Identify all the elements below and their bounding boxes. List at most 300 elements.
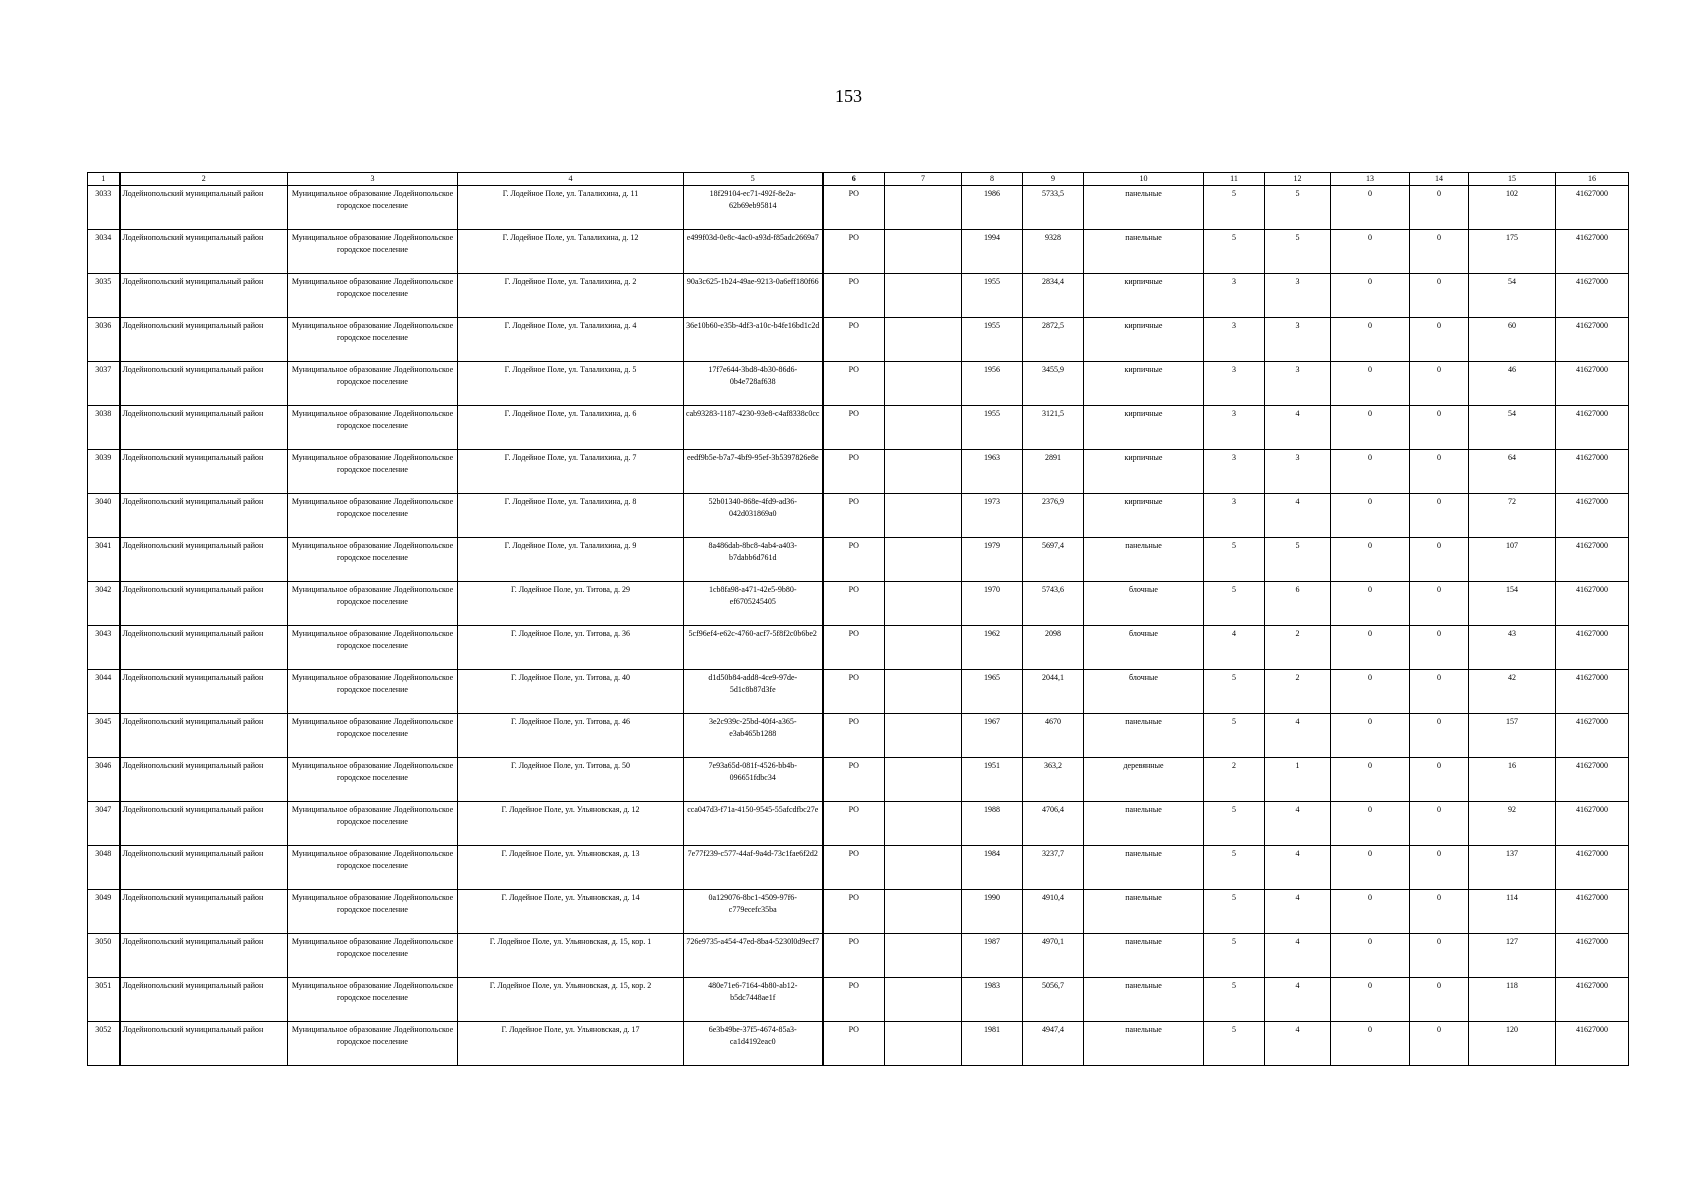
cell-year: 1955 bbox=[962, 318, 1023, 362]
column-header-6: 6 bbox=[823, 173, 885, 186]
table-row bbox=[88, 362, 1629, 406]
cell-district: Лодейнопольский муниципальный район bbox=[120, 670, 288, 714]
cell-area: 2872,5 bbox=[1023, 318, 1084, 362]
cell-floors-max: 5 bbox=[1204, 582, 1265, 626]
cell-col14: 0 bbox=[1410, 670, 1469, 714]
cell-floors-min: 2 bbox=[1265, 626, 1331, 670]
cell-address: Г. Лодейное Поле, ул. Талалихина, д. 9 bbox=[458, 538, 684, 582]
cell-col7 bbox=[885, 802, 962, 846]
cell-area: 2891 bbox=[1023, 450, 1084, 494]
cell-oktmo: 41627000 bbox=[1556, 802, 1629, 846]
cell-fias-guid: d1d50b84-add8-4ce9-97de-5d1c8b87d3fe bbox=[684, 670, 823, 714]
cell-wall-material: кирпичные bbox=[1084, 318, 1204, 362]
cell-apartments: 114 bbox=[1469, 890, 1556, 934]
cell-col13: 0 bbox=[1331, 450, 1410, 494]
cell-municipality: Муниципальное образование Лодейнопольское городское поселение bbox=[288, 186, 458, 230]
cell-floors-max: 5 bbox=[1204, 934, 1265, 978]
column-header-10: 10 bbox=[1084, 173, 1204, 186]
table-body bbox=[88, 186, 1629, 1066]
cell-apartments: 42 bbox=[1469, 670, 1556, 714]
cell-area: 363,2 bbox=[1023, 758, 1084, 802]
cell-wall-material: панельные bbox=[1084, 802, 1204, 846]
cell-row-number: 3046 bbox=[88, 758, 120, 802]
cell-fias-guid: 36e10b60-e35b-4df3-a10c-b4fe16bd1c2d bbox=[684, 318, 823, 362]
cell-apartments: 64 bbox=[1469, 450, 1556, 494]
cell-col14: 0 bbox=[1410, 890, 1469, 934]
cell-apartments: 107 bbox=[1469, 538, 1556, 582]
cell-type: РО bbox=[823, 802, 885, 846]
cell-district: Лодейнопольский муниципальный район bbox=[120, 406, 288, 450]
cell-fias-guid: 17f7e644-3bd8-4b30-86d6-0b4e728af638 bbox=[684, 362, 823, 406]
cell-type: РО bbox=[823, 274, 885, 318]
cell-municipality: Муниципальное образование Лодейнопольское городское поселение bbox=[288, 890, 458, 934]
cell-apartments: 118 bbox=[1469, 978, 1556, 1022]
cell-district: Лодейнопольский муниципальный район bbox=[120, 890, 288, 934]
cell-oktmo: 41627000 bbox=[1556, 846, 1629, 890]
cell-floors-min: 2 bbox=[1265, 670, 1331, 714]
cell-oktmo: 41627000 bbox=[1556, 978, 1629, 1022]
cell-year: 1981 bbox=[962, 1022, 1023, 1066]
cell-floors-max: 5 bbox=[1204, 890, 1265, 934]
table-row bbox=[88, 890, 1629, 934]
cell-col14: 0 bbox=[1410, 230, 1469, 274]
table-row bbox=[88, 538, 1629, 582]
cell-row-number: 3037 bbox=[88, 362, 120, 406]
cell-area: 4670 bbox=[1023, 714, 1084, 758]
cell-year: 1962 bbox=[962, 626, 1023, 670]
cell-col13: 0 bbox=[1331, 890, 1410, 934]
page-number: 153 bbox=[835, 86, 862, 106]
cell-col13: 0 bbox=[1331, 802, 1410, 846]
cell-apartments: 157 bbox=[1469, 714, 1556, 758]
table-row bbox=[88, 846, 1629, 890]
cell-col14: 0 bbox=[1410, 450, 1469, 494]
cell-floors-min: 5 bbox=[1265, 538, 1331, 582]
cell-district: Лодейнопольский муниципальный район bbox=[120, 978, 288, 1022]
table-row bbox=[88, 186, 1629, 230]
table-row bbox=[88, 626, 1629, 670]
cell-wall-material: блочные bbox=[1084, 626, 1204, 670]
table-row bbox=[88, 934, 1629, 978]
cell-floors-max: 5 bbox=[1204, 230, 1265, 274]
cell-fias-guid: 1cb8fa98-a471-42e5-9b80-ef6705245405 bbox=[684, 582, 823, 626]
cell-floors-max: 5 bbox=[1204, 846, 1265, 890]
cell-col7 bbox=[885, 494, 962, 538]
cell-col13: 0 bbox=[1331, 538, 1410, 582]
cell-year: 1955 bbox=[962, 406, 1023, 450]
cell-year: 1956 bbox=[962, 362, 1023, 406]
cell-municipality: Муниципальное образование Лодейнопольское городское поселение bbox=[288, 494, 458, 538]
table-row bbox=[88, 494, 1629, 538]
cell-district: Лодейнопольский муниципальный район bbox=[120, 714, 288, 758]
cell-oktmo: 41627000 bbox=[1556, 450, 1629, 494]
cell-district: Лодейнопольский муниципальный район bbox=[120, 274, 288, 318]
cell-floors-max: 3 bbox=[1204, 362, 1265, 406]
header-row bbox=[88, 173, 1629, 186]
cell-municipality: Муниципальное образование Лодейнопольское городское поселение bbox=[288, 538, 458, 582]
table-row bbox=[88, 406, 1629, 450]
cell-district: Лодейнопольский муниципальный район bbox=[120, 186, 288, 230]
cell-year: 1983 bbox=[962, 978, 1023, 1022]
cell-year: 1984 bbox=[962, 846, 1023, 890]
cell-fias-guid: 3e2c939c-25bd-40f4-a365-e3ab465b1288 bbox=[684, 714, 823, 758]
cell-floors-max: 3 bbox=[1204, 406, 1265, 450]
cell-col14: 0 bbox=[1410, 406, 1469, 450]
cell-type: РО bbox=[823, 670, 885, 714]
cell-row-number: 3033 bbox=[88, 186, 120, 230]
cell-floors-max: 5 bbox=[1204, 538, 1265, 582]
cell-address: Г. Лодейное Поле, ул. Талалихина, д. 4 bbox=[458, 318, 684, 362]
cell-year: 1973 bbox=[962, 494, 1023, 538]
cell-oktmo: 41627000 bbox=[1556, 274, 1629, 318]
cell-type: РО bbox=[823, 582, 885, 626]
cell-fias-guid: 52b01340-868e-4fd9-ad36-042d031869a0 bbox=[684, 494, 823, 538]
cell-municipality: Муниципальное образование Лодейнопольское городское поселение bbox=[288, 934, 458, 978]
cell-year: 1963 bbox=[962, 450, 1023, 494]
cell-wall-material: панельные bbox=[1084, 846, 1204, 890]
cell-apartments: 102 bbox=[1469, 186, 1556, 230]
cell-apartments: 60 bbox=[1469, 318, 1556, 362]
cell-municipality: Муниципальное образование Лодейнопольское городское поселение bbox=[288, 626, 458, 670]
cell-oktmo: 41627000 bbox=[1556, 1022, 1629, 1066]
cell-row-number: 3051 bbox=[88, 978, 120, 1022]
cell-col7 bbox=[885, 1022, 962, 1066]
cell-fias-guid: 90a3c625-1b24-49ae-9213-0a6eff180f66 bbox=[684, 274, 823, 318]
cell-col13: 0 bbox=[1331, 1022, 1410, 1066]
cell-address: Г. Лодейное Поле, ул. Ульяновская, д. 13 bbox=[458, 846, 684, 890]
cell-municipality: Муниципальное образование Лодейнопольское городское поселение bbox=[288, 318, 458, 362]
cell-col13: 0 bbox=[1331, 318, 1410, 362]
cell-wall-material: кирпичные bbox=[1084, 494, 1204, 538]
column-header-3: 3 bbox=[288, 173, 458, 186]
cell-col14: 0 bbox=[1410, 362, 1469, 406]
cell-row-number: 3042 bbox=[88, 582, 120, 626]
cell-row-number: 3050 bbox=[88, 934, 120, 978]
cell-type: РО bbox=[823, 714, 885, 758]
cell-floors-min: 4 bbox=[1265, 890, 1331, 934]
cell-area: 4970,1 bbox=[1023, 934, 1084, 978]
column-header-7: 7 bbox=[885, 173, 962, 186]
column-header-5: 5 bbox=[684, 173, 823, 186]
cell-year: 1965 bbox=[962, 670, 1023, 714]
cell-floors-max: 3 bbox=[1204, 450, 1265, 494]
table-header bbox=[88, 173, 1629, 186]
table-row bbox=[88, 318, 1629, 362]
cell-wall-material: панельные bbox=[1084, 934, 1204, 978]
cell-col7 bbox=[885, 538, 962, 582]
cell-col7 bbox=[885, 186, 962, 230]
cell-floors-max: 5 bbox=[1204, 714, 1265, 758]
cell-address: Г. Лодейное Поле, ул. Титова, д. 46 bbox=[458, 714, 684, 758]
cell-year: 1979 bbox=[962, 538, 1023, 582]
cell-oktmo: 41627000 bbox=[1556, 934, 1629, 978]
cell-col14: 0 bbox=[1410, 978, 1469, 1022]
cell-address: Г. Лодейное Поле, ул. Талалихина, д. 5 bbox=[458, 362, 684, 406]
cell-fias-guid: 18f29104-ec71-492f-8e2a-62b69eb95814 bbox=[684, 186, 823, 230]
table-row bbox=[88, 714, 1629, 758]
cell-wall-material: панельные bbox=[1084, 714, 1204, 758]
cell-col7 bbox=[885, 230, 962, 274]
cell-district: Лодейнопольский муниципальный район bbox=[120, 318, 288, 362]
cell-fias-guid: 480e71e6-7164-4b80-ab12-b5dc7448ae1f bbox=[684, 978, 823, 1022]
cell-col13: 0 bbox=[1331, 582, 1410, 626]
cell-district: Лодейнопольский муниципальный район bbox=[120, 802, 288, 846]
cell-apartments: 46 bbox=[1469, 362, 1556, 406]
cell-col14: 0 bbox=[1410, 538, 1469, 582]
cell-col14: 0 bbox=[1410, 802, 1469, 846]
cell-floors-min: 3 bbox=[1265, 362, 1331, 406]
cell-municipality: Муниципальное образование Лодейнопольское городское поселение bbox=[288, 846, 458, 890]
cell-apartments: 16 bbox=[1469, 758, 1556, 802]
cell-row-number: 3040 bbox=[88, 494, 120, 538]
cell-address: Г. Лодейное Поле, ул. Титова, д. 50 bbox=[458, 758, 684, 802]
cell-fias-guid: cca047d3-f71a-4150-9545-55afcdfbc27e bbox=[684, 802, 823, 846]
cell-oktmo: 41627000 bbox=[1556, 670, 1629, 714]
cell-type: РО bbox=[823, 406, 885, 450]
cell-floors-max: 5 bbox=[1204, 186, 1265, 230]
cell-apartments: 43 bbox=[1469, 626, 1556, 670]
cell-apartments: 137 bbox=[1469, 846, 1556, 890]
cell-oktmo: 41627000 bbox=[1556, 758, 1629, 802]
cell-address: Г. Лодейное Поле, ул. Ульяновская, д. 12 bbox=[458, 802, 684, 846]
cell-col14: 0 bbox=[1410, 274, 1469, 318]
table-row bbox=[88, 802, 1629, 846]
cell-oktmo: 41627000 bbox=[1556, 230, 1629, 274]
cell-municipality: Муниципальное образование Лодейнопольское городское поселение bbox=[288, 714, 458, 758]
cell-floors-min: 6 bbox=[1265, 582, 1331, 626]
cell-municipality: Муниципальное образование Лодейнопольское городское поселение bbox=[288, 758, 458, 802]
cell-district: Лодейнопольский муниципальный район bbox=[120, 538, 288, 582]
cell-row-number: 3049 bbox=[88, 890, 120, 934]
cell-year: 1987 bbox=[962, 934, 1023, 978]
cell-col13: 0 bbox=[1331, 406, 1410, 450]
cell-type: РО bbox=[823, 318, 885, 362]
cell-oktmo: 41627000 bbox=[1556, 406, 1629, 450]
cell-municipality: Муниципальное образование Лодейнопольское городское поселение bbox=[288, 362, 458, 406]
cell-district: Лодейнопольский муниципальный район bbox=[120, 230, 288, 274]
cell-floors-max: 3 bbox=[1204, 274, 1265, 318]
cell-area: 2044,1 bbox=[1023, 670, 1084, 714]
cell-oktmo: 41627000 bbox=[1556, 582, 1629, 626]
cell-area: 4947,4 bbox=[1023, 1022, 1084, 1066]
cell-floors-min: 5 bbox=[1265, 230, 1331, 274]
cell-col7 bbox=[885, 758, 962, 802]
cell-district: Лодейнопольский муниципальный район bbox=[120, 846, 288, 890]
cell-year: 1994 bbox=[962, 230, 1023, 274]
cell-district: Лодейнопольский муниципальный район bbox=[120, 1022, 288, 1066]
cell-wall-material: деревянные bbox=[1084, 758, 1204, 802]
cell-col7 bbox=[885, 846, 962, 890]
cell-row-number: 3036 bbox=[88, 318, 120, 362]
cell-col13: 0 bbox=[1331, 274, 1410, 318]
cell-fias-guid: cab93283-1187-4230-93e8-c4af8338c0cc bbox=[684, 406, 823, 450]
cell-col14: 0 bbox=[1410, 1022, 1469, 1066]
cell-district: Лодейнопольский муниципальный район bbox=[120, 582, 288, 626]
cell-col7 bbox=[885, 934, 962, 978]
cell-apartments: 92 bbox=[1469, 802, 1556, 846]
cell-col7 bbox=[885, 890, 962, 934]
cell-row-number: 3044 bbox=[88, 670, 120, 714]
cell-fias-guid: 6e3b49be-37f5-4674-85a3-ca1d4192eac0 bbox=[684, 1022, 823, 1066]
cell-fias-guid: 7e77f239-c577-44af-9a4d-73c1fae6f2d2 bbox=[684, 846, 823, 890]
cell-col13: 0 bbox=[1331, 978, 1410, 1022]
cell-area: 2098 bbox=[1023, 626, 1084, 670]
cell-floors-min: 3 bbox=[1265, 450, 1331, 494]
cell-address: Г. Лодейное Поле, ул. Талалихина, д. 6 bbox=[458, 406, 684, 450]
cell-apartments: 154 bbox=[1469, 582, 1556, 626]
cell-wall-material: блочные bbox=[1084, 670, 1204, 714]
cell-col13: 0 bbox=[1331, 494, 1410, 538]
cell-type: РО bbox=[823, 494, 885, 538]
cell-area: 4706,4 bbox=[1023, 802, 1084, 846]
cell-address: Г. Лодейное Поле, ул. Ульяновская, д. 15, кор. 1 bbox=[458, 934, 684, 978]
cell-apartments: 175 bbox=[1469, 230, 1556, 274]
cell-fias-guid: 0a129076-8bc1-4509-97f6-c779ecefc35ba bbox=[684, 890, 823, 934]
cell-col14: 0 bbox=[1410, 758, 1469, 802]
cell-oktmo: 41627000 bbox=[1556, 538, 1629, 582]
table-row bbox=[88, 274, 1629, 318]
column-header-1: 1 bbox=[88, 173, 120, 186]
cell-floors-min: 4 bbox=[1265, 802, 1331, 846]
cell-col7 bbox=[885, 670, 962, 714]
cell-floors-max: 3 bbox=[1204, 318, 1265, 362]
cell-row-number: 3045 bbox=[88, 714, 120, 758]
cell-floors-max: 5 bbox=[1204, 802, 1265, 846]
cell-col13: 0 bbox=[1331, 670, 1410, 714]
cell-row-number: 3048 bbox=[88, 846, 120, 890]
cell-floors-min: 4 bbox=[1265, 406, 1331, 450]
cell-oktmo: 41627000 bbox=[1556, 626, 1629, 670]
column-header-8: 8 bbox=[962, 173, 1023, 186]
cell-area: 5056,7 bbox=[1023, 978, 1084, 1022]
cell-row-number: 3041 bbox=[88, 538, 120, 582]
cell-apartments: 120 bbox=[1469, 1022, 1556, 1066]
cell-address: Г. Лодейное Поле, ул. Ульяновская, д. 17 bbox=[458, 1022, 684, 1066]
cell-col14: 0 bbox=[1410, 626, 1469, 670]
cell-municipality: Муниципальное образование Лодейнопольское городское поселение bbox=[288, 978, 458, 1022]
cell-area: 5733,5 bbox=[1023, 186, 1084, 230]
table-row bbox=[88, 670, 1629, 714]
cell-address: Г. Лодейное Поле, ул. Титова, д. 36 bbox=[458, 626, 684, 670]
cell-wall-material: панельные bbox=[1084, 230, 1204, 274]
cell-year: 1967 bbox=[962, 714, 1023, 758]
cell-floors-max: 2 bbox=[1204, 758, 1265, 802]
cell-year: 1986 bbox=[962, 186, 1023, 230]
cell-col7 bbox=[885, 274, 962, 318]
cell-row-number: 3038 bbox=[88, 406, 120, 450]
cell-type: РО bbox=[823, 230, 885, 274]
cell-col13: 0 bbox=[1331, 362, 1410, 406]
cell-type: РО bbox=[823, 890, 885, 934]
cell-type: РО bbox=[823, 186, 885, 230]
column-header-15: 15 bbox=[1469, 173, 1556, 186]
cell-col14: 0 bbox=[1410, 934, 1469, 978]
cell-municipality: Муниципальное образование Лодейнопольское городское поселение bbox=[288, 670, 458, 714]
cell-address: Г. Лодейное Поле, ул. Талалихина, д. 8 bbox=[458, 494, 684, 538]
cell-type: РО bbox=[823, 450, 885, 494]
cell-col13: 0 bbox=[1331, 230, 1410, 274]
cell-year: 1988 bbox=[962, 802, 1023, 846]
table-row bbox=[88, 758, 1629, 802]
cell-wall-material: кирпичные bbox=[1084, 274, 1204, 318]
cell-floors-min: 4 bbox=[1265, 934, 1331, 978]
cell-col14: 0 bbox=[1410, 494, 1469, 538]
table-row bbox=[88, 1022, 1629, 1066]
cell-address: Г. Лодейное Поле, ул. Талалихина, д. 11 bbox=[458, 186, 684, 230]
cell-floors-min: 4 bbox=[1265, 714, 1331, 758]
cell-oktmo: 41627000 bbox=[1556, 494, 1629, 538]
cell-fias-guid: 726e9735-a454-47ed-8ba4-5230l0d9ecf7 bbox=[684, 934, 823, 978]
cell-floors-min: 4 bbox=[1265, 1022, 1331, 1066]
cell-oktmo: 41627000 bbox=[1556, 186, 1629, 230]
column-header-9: 9 bbox=[1023, 173, 1084, 186]
cell-col14: 0 bbox=[1410, 186, 1469, 230]
cell-year: 1990 bbox=[962, 890, 1023, 934]
cell-col14: 0 bbox=[1410, 318, 1469, 362]
cell-address: Г. Лодейное Поле, ул. Талалихина, д. 7 bbox=[458, 450, 684, 494]
table-row bbox=[88, 582, 1629, 626]
cell-fias-guid: eedf9b5e-b7a7-4bf9-95ef-3b5397826e8e bbox=[684, 450, 823, 494]
table-row bbox=[88, 978, 1629, 1022]
cell-area: 4910,4 bbox=[1023, 890, 1084, 934]
cell-col7 bbox=[885, 978, 962, 1022]
cell-fias-guid: e499f03d-0e8c-4ac0-a93d-f85adc2669a7 bbox=[684, 230, 823, 274]
cell-type: РО bbox=[823, 846, 885, 890]
cell-row-number: 3034 bbox=[88, 230, 120, 274]
cell-municipality: Муниципальное образование Лодейнопольское городское поселение bbox=[288, 1022, 458, 1066]
cell-col7 bbox=[885, 362, 962, 406]
cell-col7 bbox=[885, 406, 962, 450]
cell-apartments: 72 bbox=[1469, 494, 1556, 538]
cell-row-number: 3047 bbox=[88, 802, 120, 846]
cell-wall-material: кирпичные bbox=[1084, 406, 1204, 450]
cell-year: 1970 bbox=[962, 582, 1023, 626]
cell-area: 3237,7 bbox=[1023, 846, 1084, 890]
cell-oktmo: 41627000 bbox=[1556, 890, 1629, 934]
cell-col7 bbox=[885, 318, 962, 362]
cell-floors-min: 3 bbox=[1265, 274, 1331, 318]
cell-col7 bbox=[885, 450, 962, 494]
column-header-13: 13 bbox=[1331, 173, 1410, 186]
cell-district: Лодейнопольский муниципальный район bbox=[120, 450, 288, 494]
cell-type: РО bbox=[823, 538, 885, 582]
cell-municipality: Муниципальное образование Лодейнопольское городское поселение bbox=[288, 230, 458, 274]
cell-address: Г. Лодейное Поле, ул. Ульяновская, д. 15, кор. 2 bbox=[458, 978, 684, 1022]
cell-col14: 0 bbox=[1410, 582, 1469, 626]
cell-municipality: Муниципальное образование Лодейнопольское городское поселение bbox=[288, 274, 458, 318]
cell-area: 5697,4 bbox=[1023, 538, 1084, 582]
cell-area: 2834,4 bbox=[1023, 274, 1084, 318]
cell-floors-max: 5 bbox=[1204, 978, 1265, 1022]
cell-district: Лодейнопольский муниципальный район bbox=[120, 362, 288, 406]
cell-address: Г. Лодейное Поле, ул. Талалихина, д. 2 bbox=[458, 274, 684, 318]
cell-area: 9328 bbox=[1023, 230, 1084, 274]
cell-wall-material: панельные bbox=[1084, 538, 1204, 582]
cell-year: 1955 bbox=[962, 274, 1023, 318]
cell-col13: 0 bbox=[1331, 846, 1410, 890]
cell-type: РО bbox=[823, 758, 885, 802]
cell-col7 bbox=[885, 582, 962, 626]
cell-municipality: Муниципальное образование Лодейнопольское городское поселение bbox=[288, 582, 458, 626]
cell-address: Г. Лодейное Поле, ул. Ульяновская, д. 14 bbox=[458, 890, 684, 934]
cell-wall-material: панельные bbox=[1084, 890, 1204, 934]
cell-floors-min: 4 bbox=[1265, 846, 1331, 890]
column-header-2: 2 bbox=[120, 173, 288, 186]
cell-wall-material: кирпичные bbox=[1084, 450, 1204, 494]
cell-col7 bbox=[885, 714, 962, 758]
cell-oktmo: 41627000 bbox=[1556, 362, 1629, 406]
cell-fias-guid: 5cf96ef4-e62c-4760-acf7-5f8f2c0b6be2 bbox=[684, 626, 823, 670]
